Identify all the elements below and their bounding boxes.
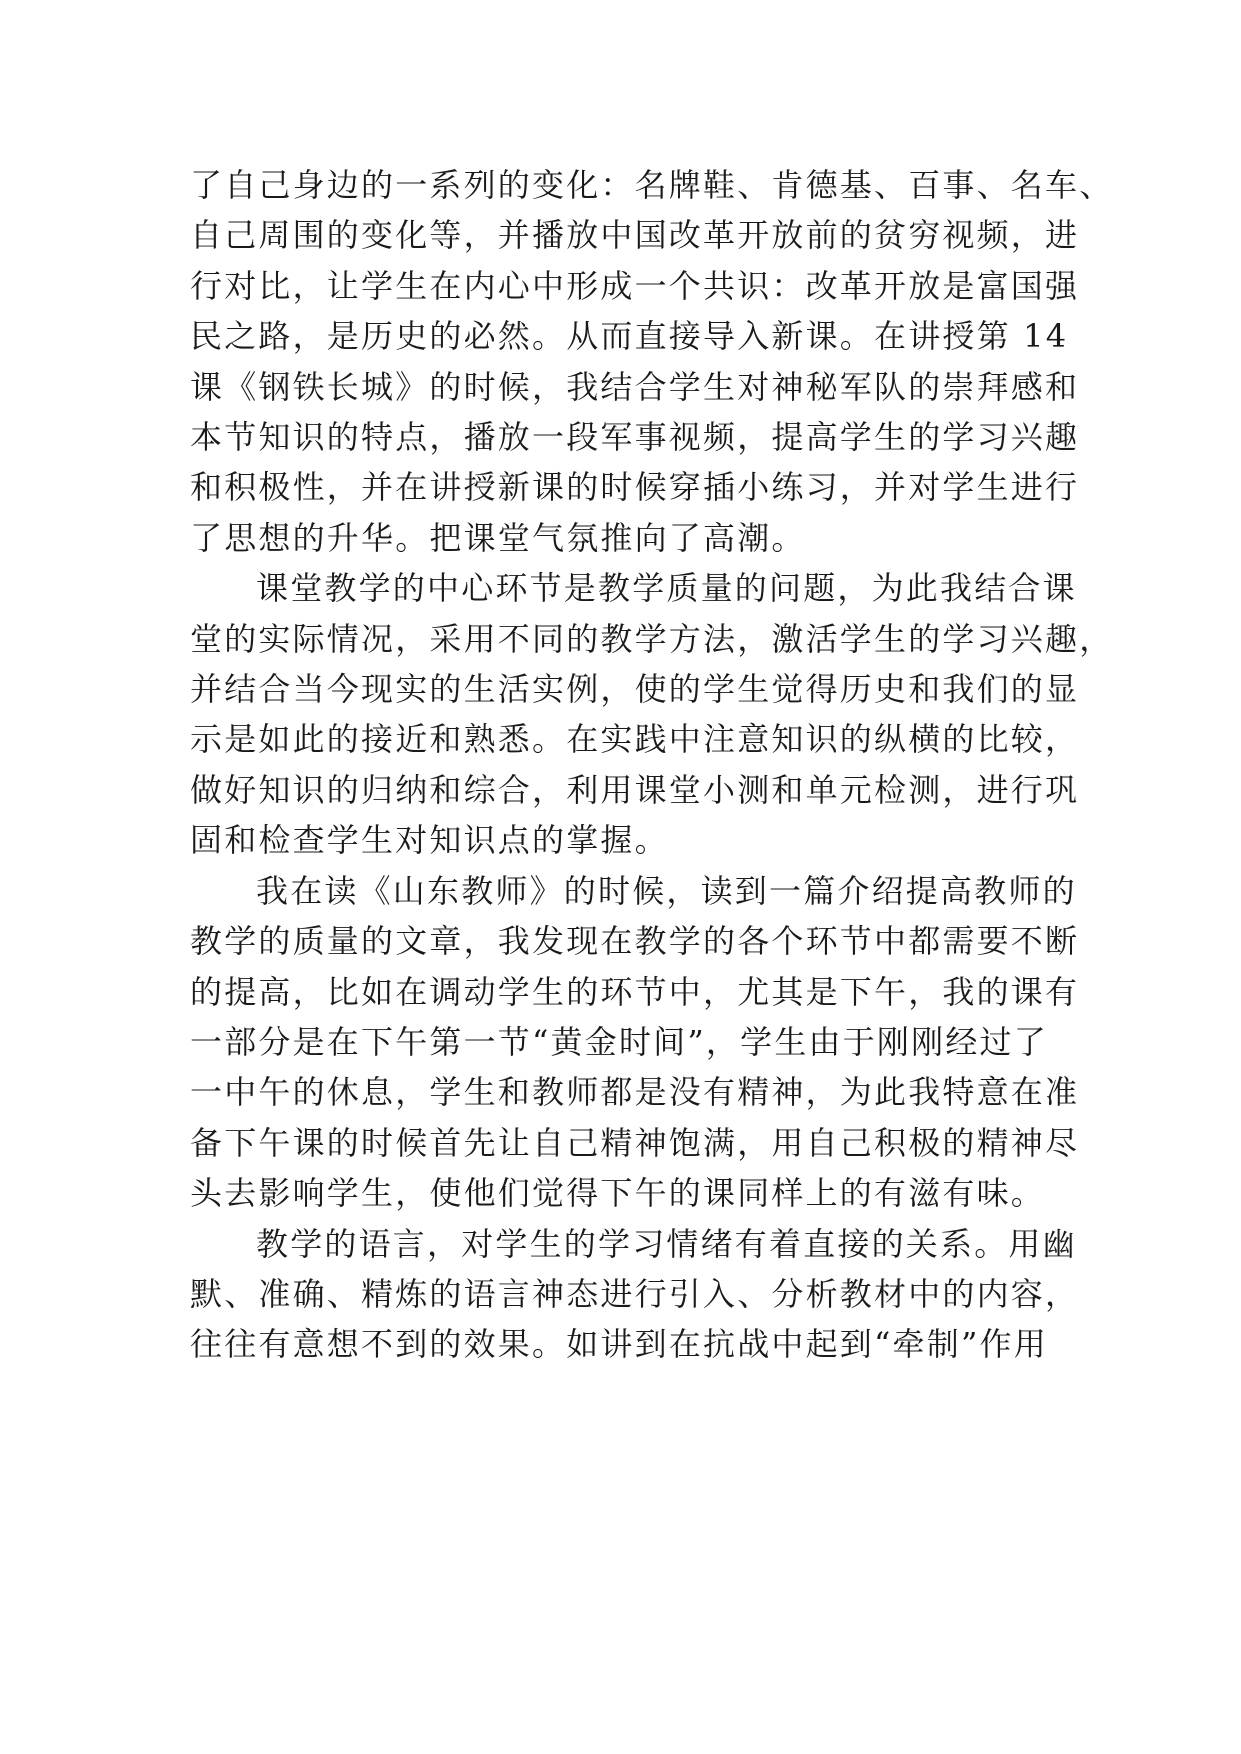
text-line: 本节知识的特点，播放一段军事视频，提高学生的学习兴趣	[190, 418, 1080, 457]
text-line: 备下午课的时候首先让自己精神饱满，用自己积极的精神尽	[190, 1123, 1080, 1162]
text-line: 往往有意想不到的效果。如讲到在抗战中起到“牵制”作用	[190, 1325, 1048, 1364]
text-line: 堂的实际情况，采用不同的教学方法，激活学生的学习兴趣，	[190, 619, 1114, 658]
text-line: 民之路，是历史的必然。从而直接导入新课。在讲授第 14	[190, 317, 1069, 356]
text-line: 做好知识的归纳和综合，利用课堂小测和单元检测，进行巩	[190, 770, 1080, 809]
text-line: 了思想的升华。把课堂气氛推向了高潮。	[190, 518, 806, 557]
text-line: 并结合当今现实的生活实例，使的学生觉得历史和我们的显	[190, 670, 1080, 709]
paragraph-1	[190, 160, 1114, 563]
text-line: 固和检查学生对知识点的掌握。	[190, 821, 669, 860]
paragraph-3	[190, 866, 1090, 1219]
text-line: 自己周围的变化等，并播放中国改革开放前的贫穷视频，进	[190, 216, 1080, 255]
text-line: 默、准确、精炼的语言神态进行引入、分析教材中的内容，	[190, 1274, 1080, 1313]
document-body	[190, 160, 1114, 1370]
text-line: 头去影响学生，使他们觉得下午的课同样上的有滋有味。	[190, 1174, 1046, 1213]
paragraph-2	[190, 563, 1114, 865]
text-line: 我在读《山东教师》的时候，读到一篇介绍提高教师的	[256, 871, 1077, 910]
text-line: 课《钢铁长城》的时候，我结合学生对神秘军队的崇拜感和	[190, 367, 1080, 406]
text-line: 行对比，让学生在内心中形成一个共识：改革开放是富国强	[190, 266, 1080, 305]
text-line: 和积极性，并在讲授新课的时候穿插小练习，并对学生进行	[190, 468, 1080, 507]
paragraph-4	[190, 1219, 1090, 1370]
text-line: 了自己身边的一系列的变化：名牌鞋、肯德基、百事、名车、	[190, 166, 1114, 204]
text-line: 课堂教学的中心环节是教学质量的问题，为此我结合课	[256, 569, 1077, 608]
text-line: 教学的语言，对学生的学习情绪有着直接的关系。用幽	[256, 1224, 1077, 1263]
text-line: 一中午的休息，学生和教师都是没有精神，为此我特意在准	[190, 1073, 1080, 1112]
text-line: 的提高，比如在调动学生的环节中，尤其是下午，我的课有	[190, 972, 1080, 1011]
text-line: 示是如此的接近和熟悉。在实践中注意知识的纵横的比较，	[190, 720, 1080, 759]
text-line: 一部分是在下午第一节“黄金时间”，学生由于刚刚经过了	[190, 1022, 1048, 1061]
text-line: 教学的质量的文章，我发现在教学的各个环节中都需要不断	[190, 922, 1080, 961]
